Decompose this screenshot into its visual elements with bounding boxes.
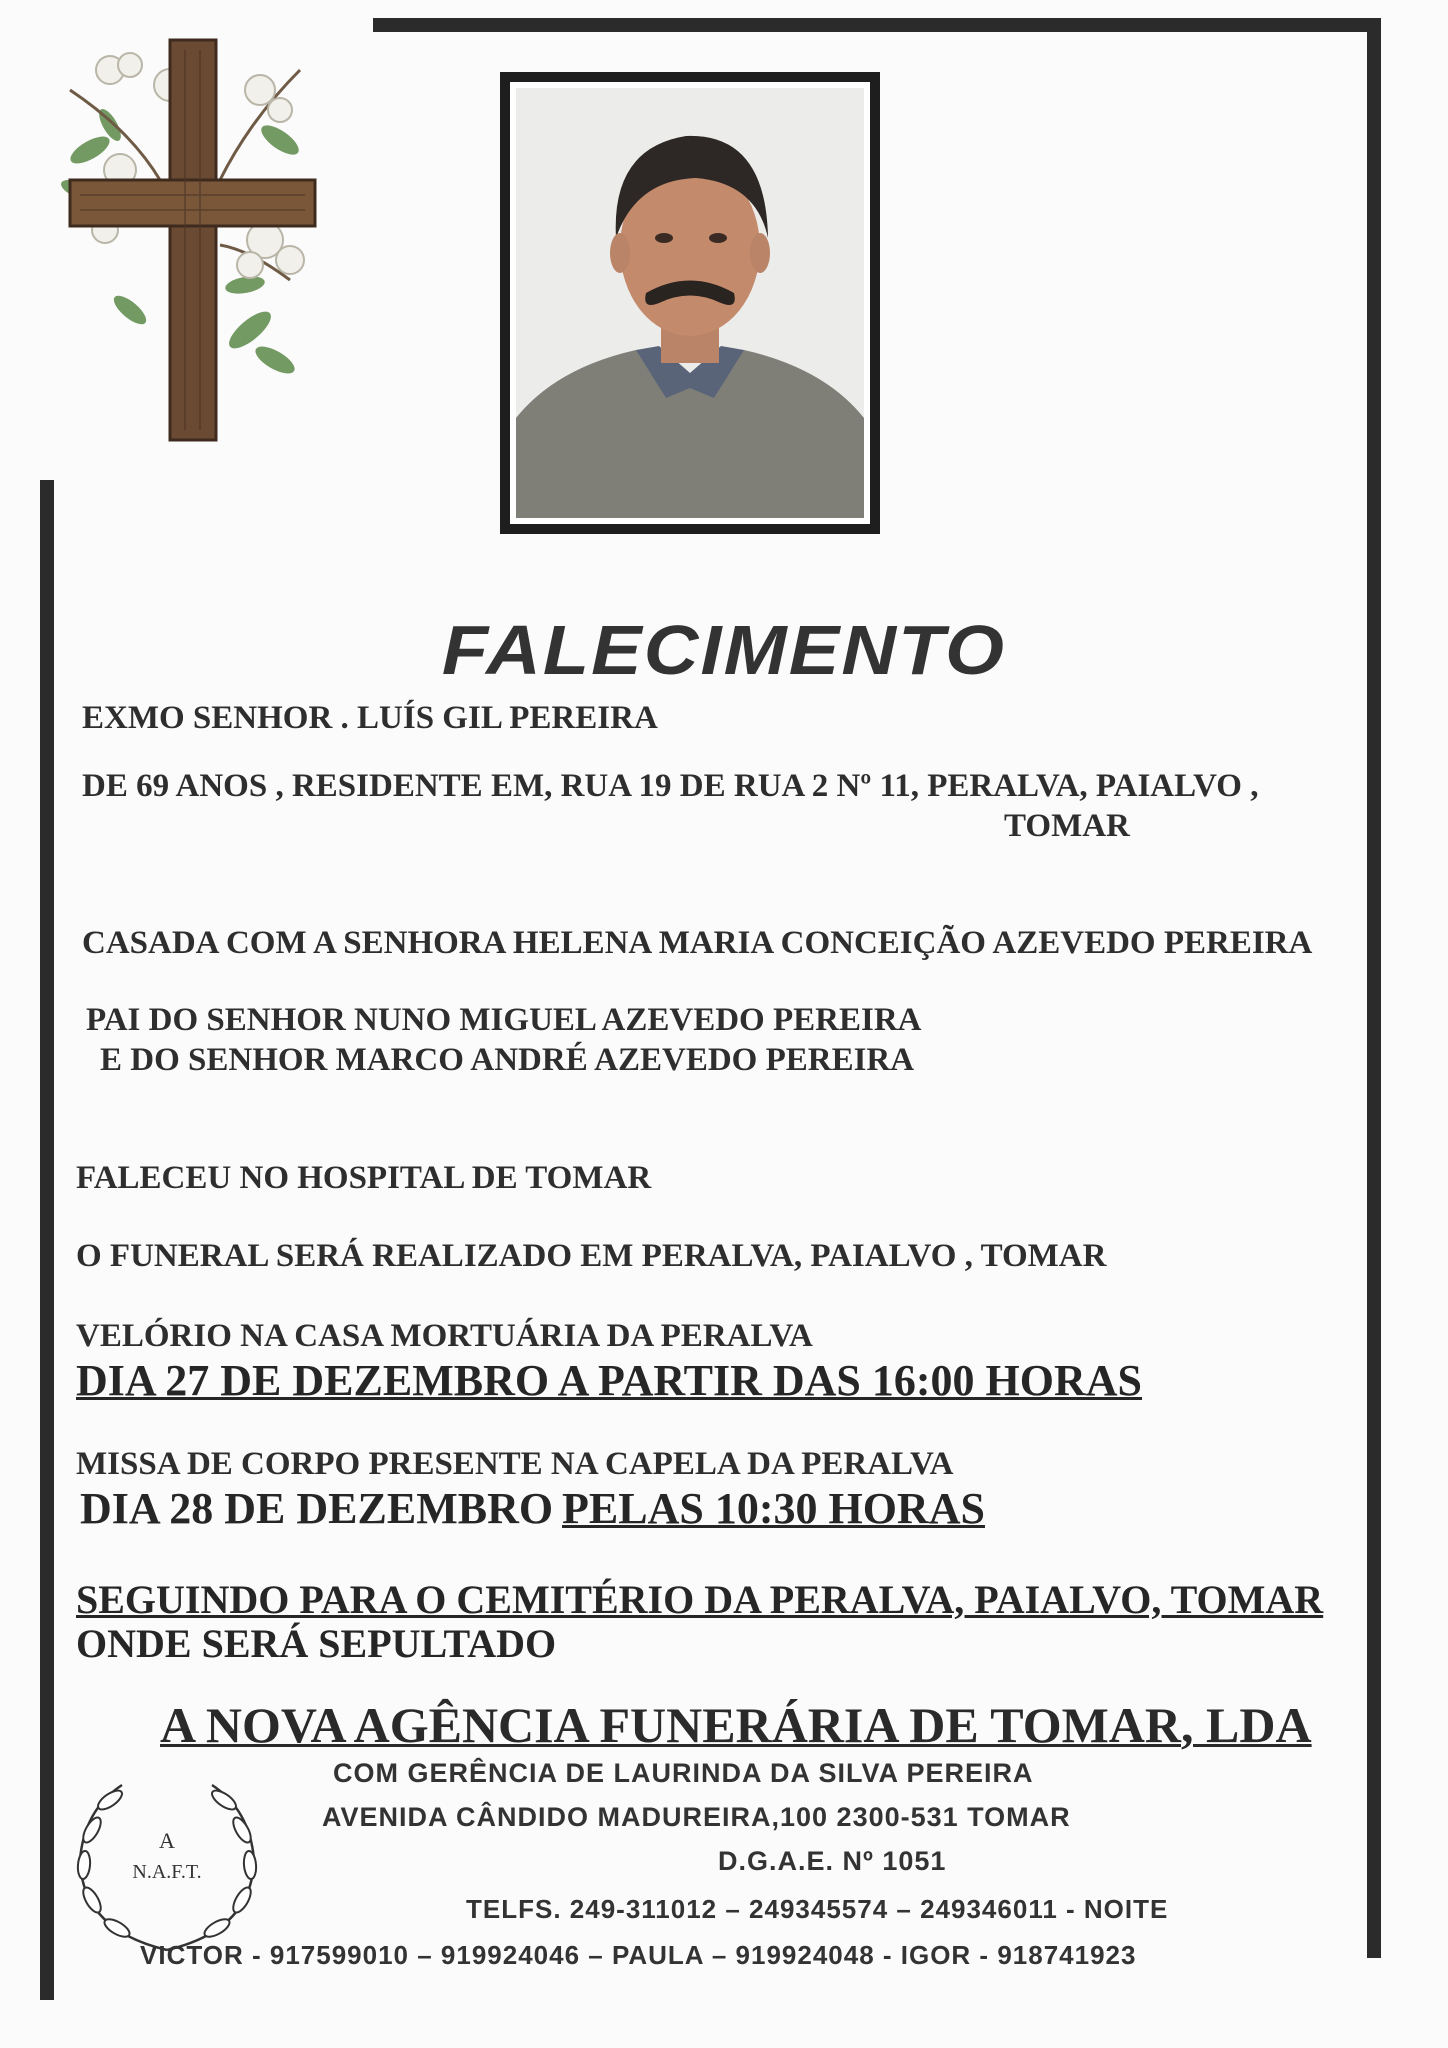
children-line2: E DO SENHOR MARCO ANDRÉ AZEVEDO PEREIRA xyxy=(100,1042,915,1078)
frame-top-bar xyxy=(373,18,1381,32)
mass-place: MISSA DE CORPO PRESENTE NA CAPELA DA PERALVA xyxy=(76,1446,954,1482)
portrait-frame xyxy=(500,72,880,534)
cross-flowers-icon xyxy=(50,30,330,450)
agency-contacts: VICTOR - 917599010 – 919924046 – PAULA – 919924048 - IGOR - 918741923 xyxy=(140,1940,1137,1970)
mass-day: DIA 28 DE DEZEMBRO xyxy=(80,1484,554,1533)
seal-text-top: A xyxy=(159,1828,175,1853)
agency-name: A NOVA AGÊNCIA FUNERÁRIA DE TOMAR, LDA xyxy=(160,1697,1312,1753)
death-place: FALECEU NO HOSPITAL DE TOMAR xyxy=(76,1160,652,1196)
funeral-place: O FUNERAL SERÁ REALIZADO EM PERALVA, PAIALVO , TOMAR xyxy=(76,1238,1107,1274)
burial-line2: ONDE SERÁ SEPULTADO xyxy=(76,1621,557,1666)
portrait-photo xyxy=(516,88,864,518)
children-line1: PAI DO SENHOR NUNO MIGUEL AZEVEDO PEREIRA xyxy=(86,1002,922,1038)
age-address-line2: TOMAR xyxy=(1004,808,1130,844)
page-title: FALECIMENTO xyxy=(441,611,1007,689)
frame-right-bar xyxy=(1367,18,1381,1958)
agency-management: COM GERÊNCIA DE LAURINDA DA SILVA PEREIRA xyxy=(333,1758,1034,1788)
agency-license: D.G.A.E. Nº 1051 xyxy=(718,1846,947,1876)
agency-phones: TELFS. 249-311012 – 249345574 – 249346011 - NOITE xyxy=(466,1894,1169,1924)
wake-time: DIA 27 DE DEZEMBRO A PARTIR DAS 16:00 HORAS xyxy=(76,1356,1142,1405)
deceased-name: EXMO SENHOR . LUÍS GIL PEREIRA xyxy=(82,700,658,736)
burial-line1: SEGUINDO PARA O CEMITÉRIO DA PERALVA, PAIALVO, TOMAR xyxy=(76,1577,1324,1622)
spouse-line: CASADA COM A SENHORA HELENA MARIA CONCEIÇÃO AZEVEDO PEREIRA xyxy=(82,925,1313,961)
agency-seal-icon xyxy=(62,1770,272,1960)
wake-place: VELÓRIO NA CASA MORTUÁRIA DA PERALVA xyxy=(76,1318,813,1354)
age-address-line1: DE 69 ANOS , RESIDENTE EM, RUA 19 DE RUA 2 Nº 11, PERALVA, PAIALVO , xyxy=(82,768,1259,804)
mass-time: PELAS 10:30 HORAS xyxy=(562,1484,985,1533)
seal-text-bottom: N.A.F.T. xyxy=(132,1861,202,1883)
agency-address: AVENIDA CÂNDIDO MADUREIRA,100 2300-531 TOMAR xyxy=(322,1802,1071,1832)
frame-left-bar xyxy=(40,480,54,2000)
